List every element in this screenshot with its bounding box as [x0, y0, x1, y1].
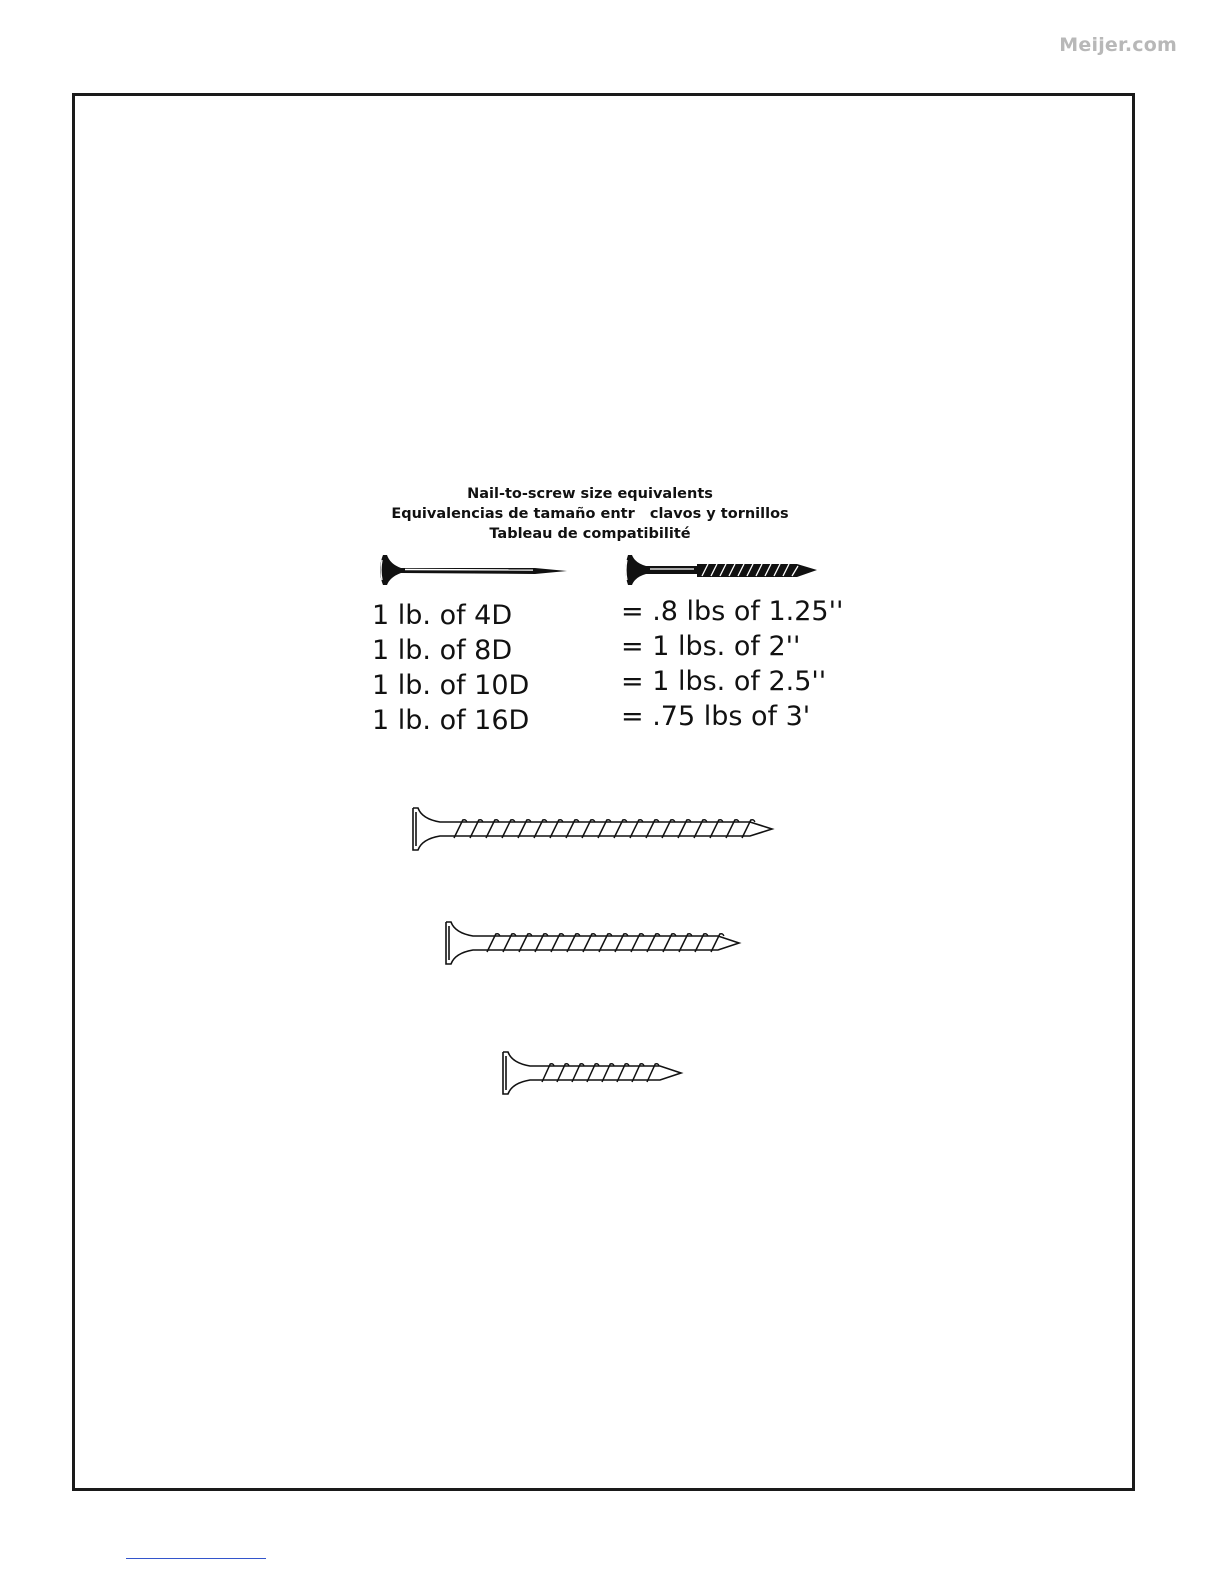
- screw-row-3: = 1 lbs. of 2.5'': [621, 666, 827, 697]
- screw-icon: [622, 550, 822, 590]
- nail-row-4: 1 lb. of 16D: [372, 705, 530, 736]
- heading-french: Tableau de compatibilité: [489, 526, 691, 542]
- screw-row-2: = 1 lbs. of 2'': [621, 631, 801, 662]
- screw-weight-column: [621, 594, 843, 734]
- nail-icon: [375, 550, 570, 590]
- nail-weight-column: [372, 598, 529, 738]
- screw-medium-icon: [443, 920, 748, 968]
- heading-english: Nail-to-screw size equivalents: [467, 486, 713, 502]
- screw-row-1: = .8 lbs of 1.25'': [621, 596, 844, 627]
- screw-row-4: = .75 lbs of 3': [621, 701, 811, 732]
- nail-row-1: 1 lb. of 4D: [372, 600, 513, 631]
- screw-short-icon: [500, 1050, 690, 1098]
- heading-spanish: Equivalencias de tamaño entr clavos y tornillos: [391, 506, 789, 522]
- screw-long-icon: [410, 806, 780, 854]
- page-frame: [72, 93, 1135, 1491]
- footer-rule: [126, 1558, 266, 1559]
- nail-row-3: 1 lb. of 10D: [372, 670, 530, 701]
- watermark-logo: Meijer.com: [1059, 34, 1177, 56]
- nail-row-2: 1 lb. of 8D: [372, 635, 513, 666]
- chart-headings: [280, 484, 900, 544]
